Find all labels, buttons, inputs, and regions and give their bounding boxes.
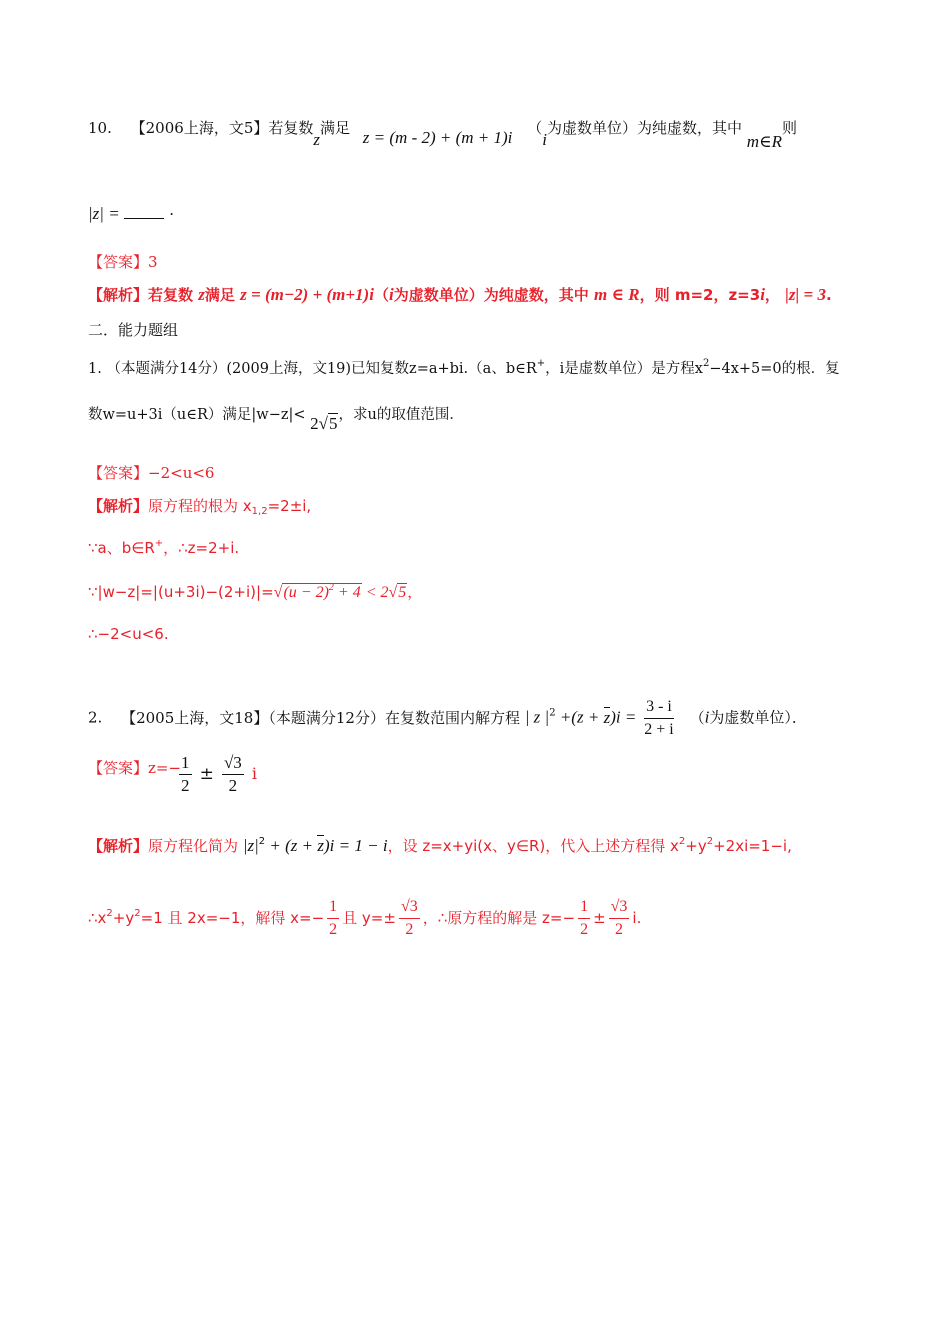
q2-three: 3 xyxy=(233,753,242,772)
q2-tail-b: 为虚数单位）． xyxy=(709,708,807,727)
q1-step3-sqrt5: √5 xyxy=(388,584,407,601)
q2-step2-a: ∴x xyxy=(88,909,107,927)
section-2-title-text: 二．能力题组 xyxy=(88,321,179,339)
q1-analysis-step2 xyxy=(88,534,239,558)
q2-analysis-label: 【解析】 xyxy=(88,837,149,855)
q10-var-z: z xyxy=(313,130,320,149)
q2-analysis-sup1: 2 xyxy=(678,836,686,847)
q2-two-b: 2 xyxy=(228,776,238,795)
q2-sq: 2 xyxy=(549,707,556,719)
q2-source: 【2005上海，文18】（本题满分12分）在复数范围内解方程 xyxy=(121,708,520,727)
q10-analysis-i: i xyxy=(388,285,394,304)
q2-analysis-b2: +y xyxy=(685,837,707,855)
q10-analysis-m: m ∈ R xyxy=(593,285,640,304)
q1-step3-rad-b: + 4 xyxy=(333,584,361,601)
q2-step2-pm: ± xyxy=(593,909,606,927)
q2-analysis-mid: + (z + xyxy=(265,836,318,855)
q2-answer-half xyxy=(179,752,192,797)
q2-frac-num: 3 - i xyxy=(644,696,674,719)
q1-2sqrt5: 2√5 xyxy=(310,414,338,433)
q10-analysis-e: ，则 m=2，z=3 xyxy=(639,286,761,304)
q1-step1-sub: 1,2 xyxy=(251,506,268,517)
q10-formula: z = (m - 2) + (m + 1)i xyxy=(362,128,513,147)
q1-answer xyxy=(88,463,214,483)
q2-lhs: | z | xyxy=(524,707,550,727)
q1-step2-sup: + xyxy=(154,538,164,549)
q2-step2-half-x xyxy=(327,896,339,941)
q1-step3-c: ， xyxy=(407,583,423,601)
q1-step1-b: =2±i, xyxy=(267,497,312,515)
q2-mid-b: )i = xyxy=(610,707,637,727)
q2-analysis-mid-b: )i = 1 − i xyxy=(324,836,388,855)
q10-analysis-b: 满足 xyxy=(204,286,235,304)
q2-analysis-sq: 2 xyxy=(258,836,266,847)
q2-step2-one-z: 1 xyxy=(578,896,590,919)
q2-analysis-a: 原方程化简为 xyxy=(148,837,239,855)
q2-pm: ± xyxy=(199,764,214,784)
q10-var-i: i xyxy=(542,130,547,149)
q2-stem xyxy=(88,696,807,741)
q2-analysis-line1 xyxy=(88,832,792,856)
q2-zbar: z xyxy=(603,707,611,727)
q10-analysis-end: . xyxy=(825,286,832,304)
q1-step3-five: 5 xyxy=(398,584,407,601)
q2-analysis-b: ，设 z=x+yi(x、y∈R)，代入上述方程得 x xyxy=(387,837,679,855)
q1-step4: ∴−2<u<6. xyxy=(88,625,169,643)
q2-answer-a: z=− xyxy=(148,759,182,777)
q10-number: 10. xyxy=(88,119,112,137)
q1-step3-a: ∵|w−z|=|(u+3i)−(2+i)|= xyxy=(88,583,274,601)
q2-answer-sqrt3-half: $\frac{√3}{2}$ xyxy=(223,753,242,795)
q2-number: 2. xyxy=(88,708,103,727)
q10-blank-line: |z| = · xyxy=(88,204,175,223)
q1-step3-sqrt: $√(u - 2)^2 + 4$ xyxy=(273,582,361,601)
q10-answer xyxy=(88,252,158,272)
q1-analysis-step1 xyxy=(88,496,311,522)
q2-analysis-sup2: 2 xyxy=(706,836,714,847)
q10-text-a: 若复数 xyxy=(268,119,314,137)
q1-line1-c: −4x+5=0的根．复 xyxy=(709,361,840,377)
q2-step2-three-z: 3 xyxy=(619,898,628,915)
q1-analysis-label: 【解析】 xyxy=(88,497,149,515)
q2-step2-sqrt3-half-z: $\frac{√3}{2}$ xyxy=(609,896,630,941)
q1-step3-rad: (u − 2) xyxy=(283,584,329,601)
q2-step2-f: i. xyxy=(632,909,642,927)
q2-analysis-abs: |z| xyxy=(242,836,259,855)
q10-answer-label: 【答案】 xyxy=(88,253,149,271)
q10-analysis-f: ， xyxy=(764,286,780,304)
q10-answer-value: 3 xyxy=(148,253,158,271)
q10-paren: （ xyxy=(527,119,543,137)
q1-step2-a: ∵a、b∈R xyxy=(88,539,155,557)
q1-step3-b: < 2 xyxy=(361,584,389,601)
q10-text-d: 则 xyxy=(782,119,798,137)
q2-step2-b: +y xyxy=(112,909,135,927)
q10-text-b: 满足 xyxy=(320,119,351,137)
q10-analysis-i2: i xyxy=(760,285,765,304)
q2-frac-den: 2 + i xyxy=(644,721,674,738)
q10-source: 【2006上海，文5】 xyxy=(130,119,269,137)
q1-answer-label: 【答案】 xyxy=(88,464,149,482)
q1-line2-a: 数w=u+3i（u∈R）满足|w−z|< xyxy=(88,407,306,423)
q10-analysis-d: 为虚数单位）为纯虚数，其中 xyxy=(393,286,589,304)
section-2-title xyxy=(88,320,178,340)
q2-step2-one-x: 1 xyxy=(327,896,339,919)
q1-step1-a: 原方程的根为 x xyxy=(148,497,252,515)
q1-line2-b: ，求u的取值范围． xyxy=(338,407,464,423)
q10-m-in-r: m∈R xyxy=(746,132,782,151)
q1-stem-line2 xyxy=(88,404,464,433)
q10-analysis-a: 若复数 xyxy=(148,286,194,304)
q2-analysis-zbar: z xyxy=(317,836,325,855)
q2-two: 2 xyxy=(181,776,190,795)
q2-answer-label: 【答案】 xyxy=(88,759,149,777)
q2-tail-a: （ xyxy=(689,708,705,727)
q10-analysis-z: z xyxy=(198,285,205,304)
q2-step2-d: 且 y=± xyxy=(342,909,396,927)
q1-five: 5 xyxy=(328,414,338,433)
q10-analysis xyxy=(88,285,832,305)
q2-answer-math xyxy=(176,752,257,797)
q1-answer-value: −2<u<6 xyxy=(148,464,215,482)
q1-plus: + xyxy=(536,358,546,369)
q2-step2-sqrt3-half-y: $\frac{√3}{2}$ xyxy=(399,896,420,941)
q2-step2-two-z2: 2 xyxy=(615,921,624,938)
q1-analysis-step4 xyxy=(88,624,169,644)
q2-answer-i: i xyxy=(251,764,257,783)
q2-fraction xyxy=(644,696,674,741)
q2-step2-two-y: 2 xyxy=(405,921,414,938)
q1-analysis-step3 xyxy=(88,578,422,603)
q2-step2-two-z: 2 xyxy=(580,921,589,938)
q2-tail-i: i xyxy=(704,707,710,727)
q2-answer xyxy=(88,758,181,778)
q1-step3-sq: 2 xyxy=(328,582,334,593)
q1-sq: 2 xyxy=(702,358,710,369)
q2-analysis-line2 xyxy=(88,896,641,941)
q10-analysis-abs: |z| = 3 xyxy=(785,285,826,304)
q1-line1-b: ，i是虚数单位）是方程x xyxy=(545,361,703,377)
q2-step2-e: ，∴原方程的解是 z=− xyxy=(422,909,576,927)
q2-one: 1 xyxy=(179,752,192,775)
q2-step2-two-x: 2 xyxy=(329,921,338,938)
q1-line1-a: 1. （本题满分14分）(2009上海，文19)已知复数z=a+bi.（a、b∈R xyxy=(88,361,537,377)
q10-answer-blank xyxy=(124,204,164,219)
q10-analysis-formula: z = (m−2) + (m+1)i xyxy=(240,285,374,304)
q2-analysis-b3: +2xi=1−i, xyxy=(713,837,792,855)
q10-analysis-c: （ xyxy=(373,286,389,304)
q2-step2-sup2: 2 xyxy=(134,908,141,919)
q2-step2-three-y: 3 xyxy=(409,898,418,915)
q1-two: 2 xyxy=(310,414,319,433)
q2-step2-sup1: 2 xyxy=(106,908,113,919)
q10-abs-z: |z| = xyxy=(88,204,120,223)
q1-step2-b: ，∴z=2+i. xyxy=(163,539,240,557)
q10-stem xyxy=(88,118,798,151)
q10-analysis-label: 【解析】 xyxy=(88,286,149,304)
q2-step2-c: =1 且 2x=−1，解得 x=− xyxy=(140,909,325,927)
q10-text-c: 为虚数单位）为纯虚数，其中 xyxy=(546,119,742,137)
q2-step2-half-z xyxy=(578,896,590,941)
q2-mid: +(z + xyxy=(555,707,604,727)
q1-stem-line1 xyxy=(88,354,840,379)
